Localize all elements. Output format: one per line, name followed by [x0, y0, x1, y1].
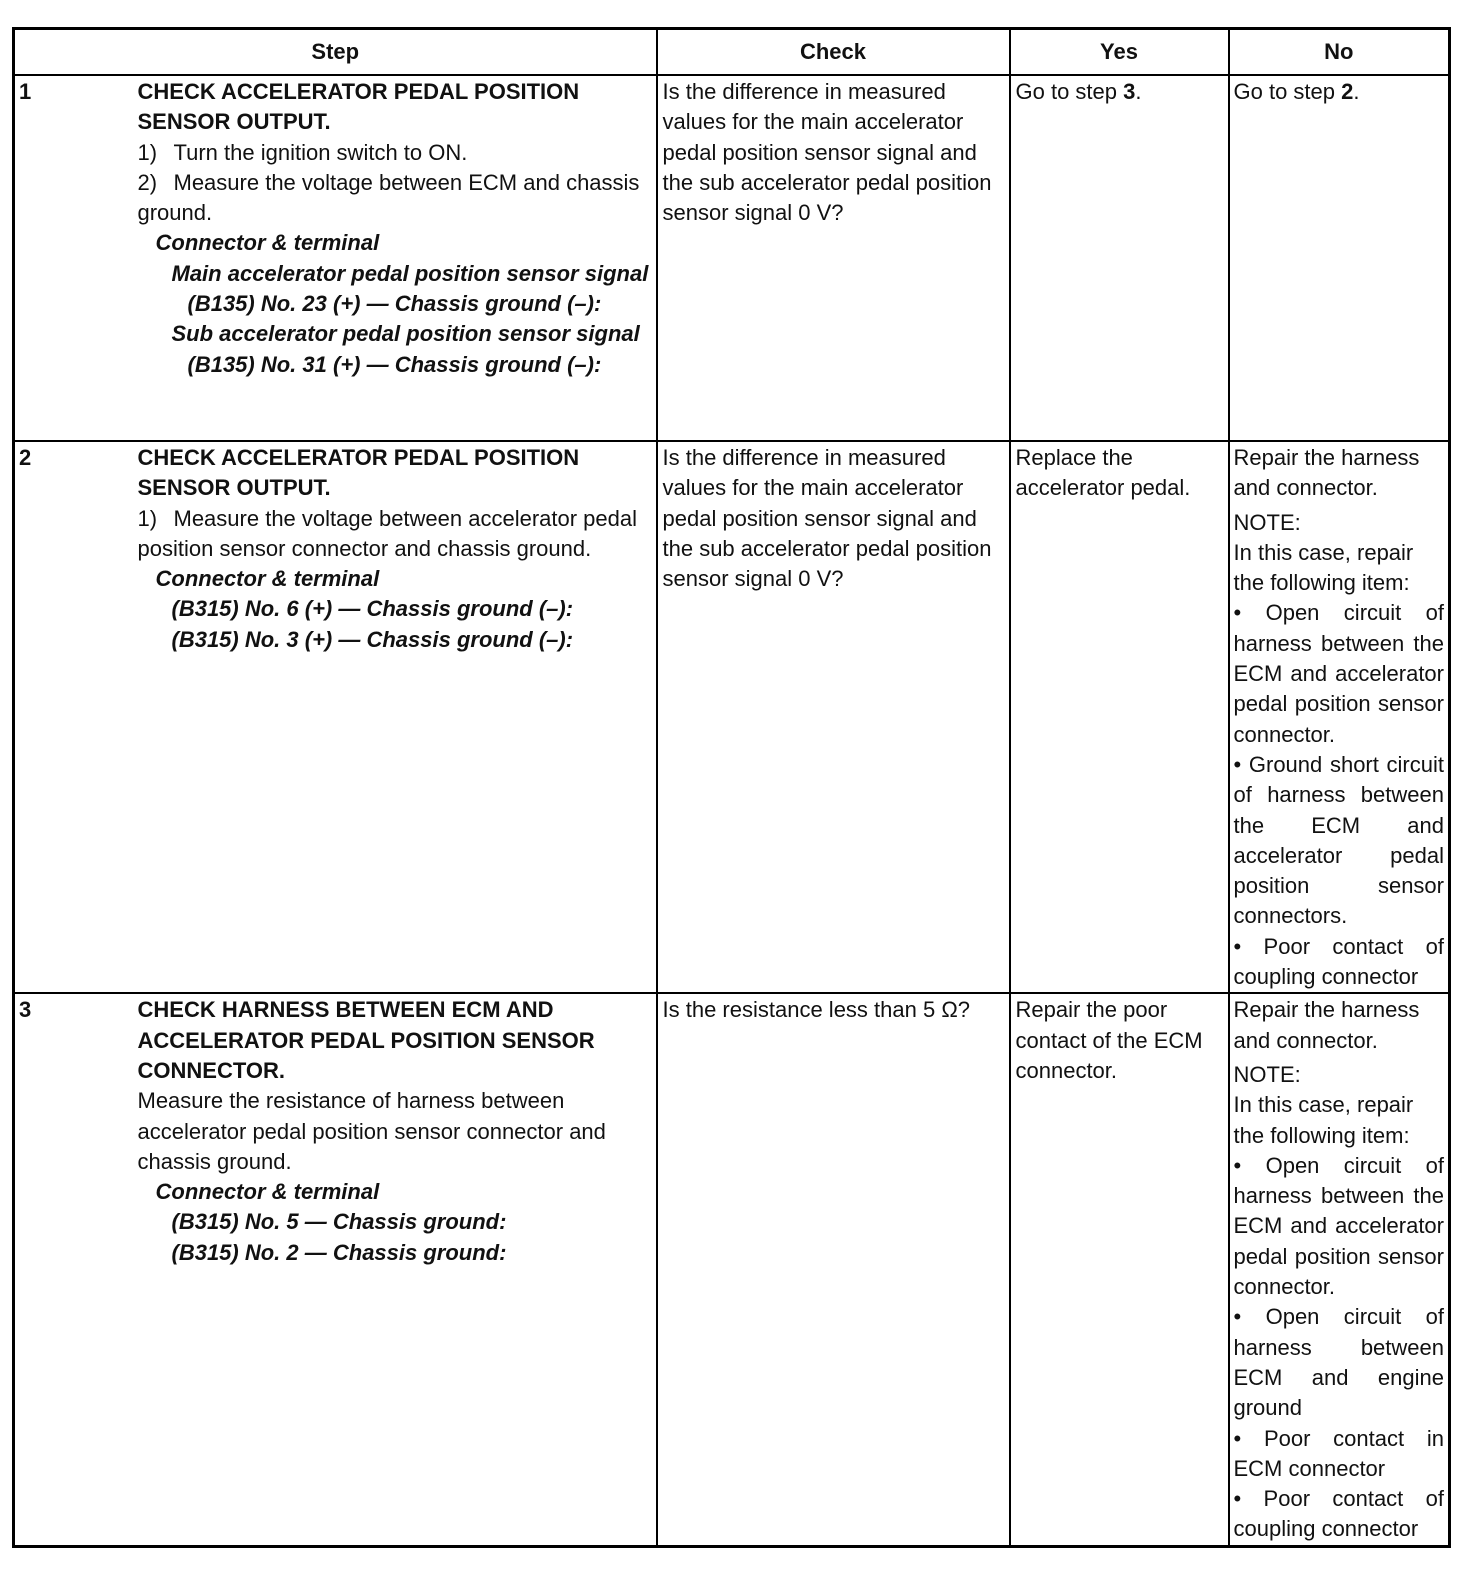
connector-terminal: (B315) No. 6 (+) — Chassis ground (–): — [171, 596, 574, 622]
step-instructions — [136, 993, 657, 1547]
header-yes: Yes — [1010, 29, 1229, 76]
substep: 1) Measure the voltage between accelerator pedal position sensor connector and chassis ground. — [137, 505, 638, 561]
yes-action: Go to step 3. — [1010, 75, 1229, 441]
step-title: CHECK ACCELERATOR PEDAL POSITION SENSOR OUTPUT. — [137, 445, 580, 501]
step-instructions — [136, 75, 657, 441]
note-intro: In this case, repair the following item: — [1233, 539, 1414, 596]
note-item: • Poor contact of coupling connector — [1233, 1486, 1444, 1542]
no-action: Go to step 2. — [1229, 75, 1450, 441]
no-lead: Repair the harness and connector. — [1233, 997, 1420, 1053]
connector-label: Connector & terminal — [155, 1179, 380, 1205]
note-label: NOTE: — [1233, 1061, 1301, 1087]
diagnostic-table — [12, 27, 1451, 1548]
note-label: NOTE: — [1233, 509, 1301, 535]
check-question: Is the difference in measured values for the main accelerator pedal position sensor signal and the sub accelerator pedal position sensor signal 0 V? — [657, 75, 1010, 441]
yes-action: Replace the accelerator pedal. — [1010, 441, 1229, 993]
connector-terminal: (B135) No. 31 (+) — Chassis ground (–): — [187, 351, 602, 377]
no-lead: Repair the harness and connector. — [1233, 445, 1420, 501]
header-check: Check — [657, 29, 1010, 76]
connector-label: Connector & terminal — [155, 566, 380, 592]
note-item: • Open circuit of harness between the ECM and accelerator pedal position sensor connector. — [1233, 1152, 1444, 1300]
table-row — [14, 75, 1450, 441]
connector-terminal: (B315) No. 2 — Chassis ground: — [171, 1239, 507, 1265]
note-item: • Open circuit of harness between ECM and engine ground — [1233, 1304, 1444, 1421]
header-no: No — [1229, 29, 1450, 76]
step-number: 2 — [14, 441, 136, 993]
step-number: 3 — [14, 993, 136, 1547]
check-question: Is the resistance less than 5 Ω? — [657, 993, 1010, 1547]
header-row — [14, 29, 1450, 76]
step-body: Measure the resistance of harness between accelerator pedal position sensor connector and chassis ground. — [137, 1088, 606, 1174]
header-step: Step — [14, 29, 657, 76]
no-action — [1229, 441, 1450, 993]
note-item: • Open circuit of harness between the ECM and accelerator pedal position sensor connector. — [1233, 600, 1444, 747]
step-title: CHECK ACCELERATOR PEDAL POSITION SENSOR OUTPUT. — [137, 79, 580, 135]
no-action — [1229, 993, 1450, 1547]
connector-label: Connector & terminal — [155, 230, 380, 256]
substep: 1) Turn the ignition switch to ON. — [137, 139, 468, 165]
connector-signal-name: Sub accelerator pedal position sensor signal — [171, 321, 640, 347]
note-intro: In this case, repair the following item: — [1233, 1092, 1414, 1148]
yes-action: Repair the poor contact of the ECM connector. — [1010, 993, 1229, 1547]
connector-signal-name: Main accelerator pedal position sensor signal — [171, 260, 649, 286]
table-row — [14, 993, 1450, 1547]
note-item: • Poor contact of coupling connector — [1233, 933, 1444, 990]
note-item: • Poor contact in ECM connector — [1233, 1425, 1444, 1481]
check-question: Is the difference in measured values for the main accelerator pedal position sensor signal and the sub accelerator pedal position sensor signal 0 V? — [657, 441, 1010, 993]
connector-terminal: (B135) No. 23 (+) — Chassis ground (–): — [187, 291, 602, 317]
step-instructions — [136, 441, 657, 993]
connector-terminal: (B315) No. 3 (+) — Chassis ground (–): — [171, 626, 574, 652]
connector-terminal: (B315) No. 5 — Chassis ground: — [171, 1209, 507, 1235]
step-title: CHECK HARNESS BETWEEN ECM AND ACCELERATOR PEDAL POSITION SENSOR CONNECTOR. — [137, 997, 595, 1083]
note-item: • Ground short circuit of harness between the ECM and accelerator pedal position sensor connectors. — [1233, 751, 1444, 929]
substep: 2) Measure the voltage between ECM and chassis ground. — [137, 169, 640, 226]
table-row — [14, 441, 1450, 993]
step-number: 1 — [14, 75, 136, 441]
